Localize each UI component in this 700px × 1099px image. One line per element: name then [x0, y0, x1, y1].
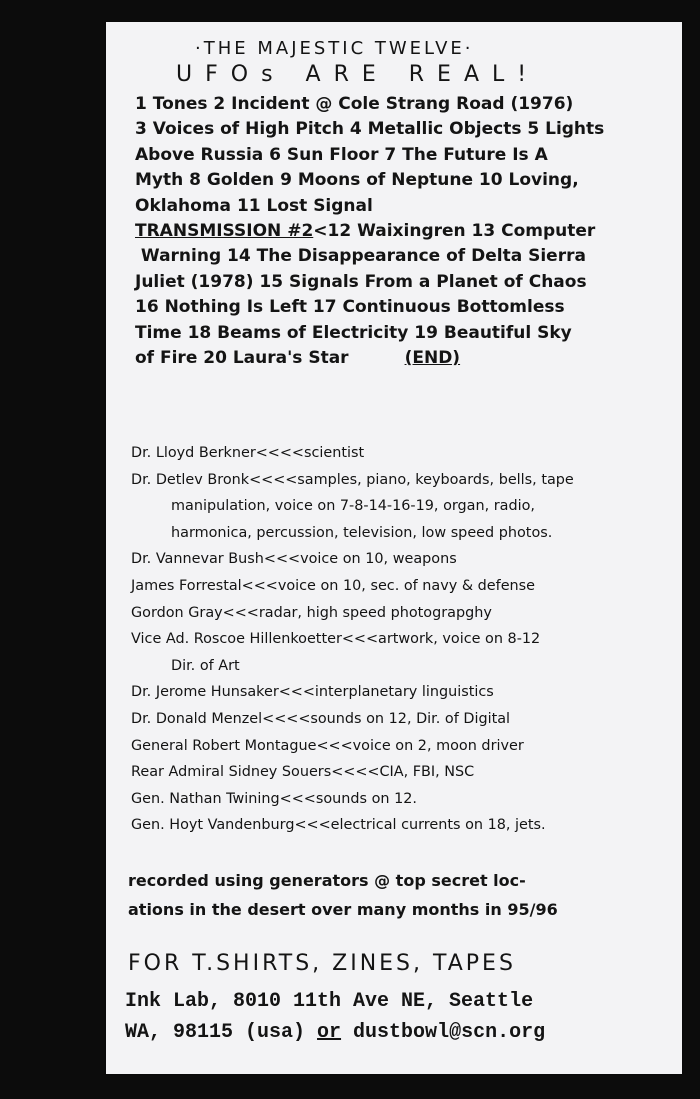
recording-line: recorded using generators @ top secret loc-: [128, 871, 526, 890]
tracklist: [135, 92, 655, 371]
track-line: 1 Tones 2 Incident @ Cole Strang Road (1976): [135, 94, 574, 114]
album-title: UFOs ARE REAL!: [176, 62, 540, 87]
transmission-label: TRANSMISSION #2: [135, 221, 314, 242]
credit-line: Dr. Donald Menzel<<<<sounds on 12, Dir. of Digital: [131, 710, 511, 727]
credit-line: Dr. Lloyd Berkner<<<<scientist: [131, 445, 365, 461]
credits-list: [131, 440, 651, 839]
credit-line: Gordon Gray<<<radar, high speed photograpghy: [131, 604, 492, 621]
end-label: (END): [404, 348, 461, 369]
credit-line: Dr. Detlev Bronk<<<<samples, piano, keyboards, bells, tape: [131, 471, 574, 488]
track-line: Time 18 Beams of Electricity 19 Beautiful Sky: [135, 322, 572, 343]
credit-line: James Forrestal<<<voice on 10, sec. of navy & defense: [131, 577, 536, 594]
track-line: Myth 8 Golden 9 Moons of Neptune 10 Loving,: [135, 170, 579, 191]
credit-line: Dir. of Art: [171, 657, 240, 674]
merch-header: FOR T.SHIRTS, ZINES, TAPES: [128, 951, 516, 976]
address-email: dustbowl@scn.org: [341, 1021, 546, 1044]
recording-note: [128, 866, 558, 924]
credit-line: Dr. Jerome Hunsaker<<<interplanetary linguistics: [131, 684, 494, 701]
band-title: ·THE MAJESTIC TWELVE·: [195, 38, 474, 59]
track-line: [135, 219, 655, 244]
credit-line: General Robert Montague<<<voice on 2, moon driver: [131, 737, 524, 754]
credit-line: Vice Ad. Roscoe Hillenkoetter<<<artwork, voice on 8-12: [131, 631, 541, 648]
credit-line: Rear Admiral Sidney Souers<<<<CIA, FBI, NSC: [131, 764, 475, 781]
address-line: Ink Lab, 8010 11th Ave NE, Seattle: [125, 990, 534, 1013]
track-line: Oklahoma 11 Lost Signal: [135, 195, 373, 216]
track-line: Above Russia 6 Sun Floor 7 The Future Is A: [135, 144, 548, 165]
credit-line: harmonica, percussion, television, low speed photos.: [171, 524, 553, 541]
track-line: Warning 14 The Disappearance of Delta Sierra: [135, 246, 586, 267]
track-line: 16 Nothing Is Left 17 Continuous Bottomless: [135, 297, 565, 318]
track-line: 3 Voices of High Pitch 4 Metallic Objects 5 Lights: [135, 119, 605, 140]
address-city: WA, 98115 (usa): [125, 1021, 318, 1044]
track-line: [135, 346, 655, 371]
recording-line: ations in the desert over many months in 95/96: [128, 900, 558, 919]
credit-line: manipulation, voice on 7-8-14-16-19, organ, radio,: [171, 498, 536, 515]
last-track: of Fire 20 Laura's Star: [135, 348, 349, 369]
transmission-rest: <12 Waixingren 13 Computer: [313, 221, 596, 242]
address-line: [125, 1017, 545, 1048]
credit-line: Gen. Hoyt Vandenburg<<<electrical currents on 18, jets.: [131, 817, 546, 834]
contact-address: [125, 986, 545, 1048]
address-or: or: [317, 1021, 342, 1044]
credit-line: Dr. Vannevar Bush<<<voice on 10, weapons: [131, 551, 457, 568]
credit-line: Gen. Nathan Twining<<<sounds on 12.: [131, 790, 417, 807]
track-line: Juliet (1978) 15 Signals From a Planet of Chaos: [135, 271, 587, 292]
